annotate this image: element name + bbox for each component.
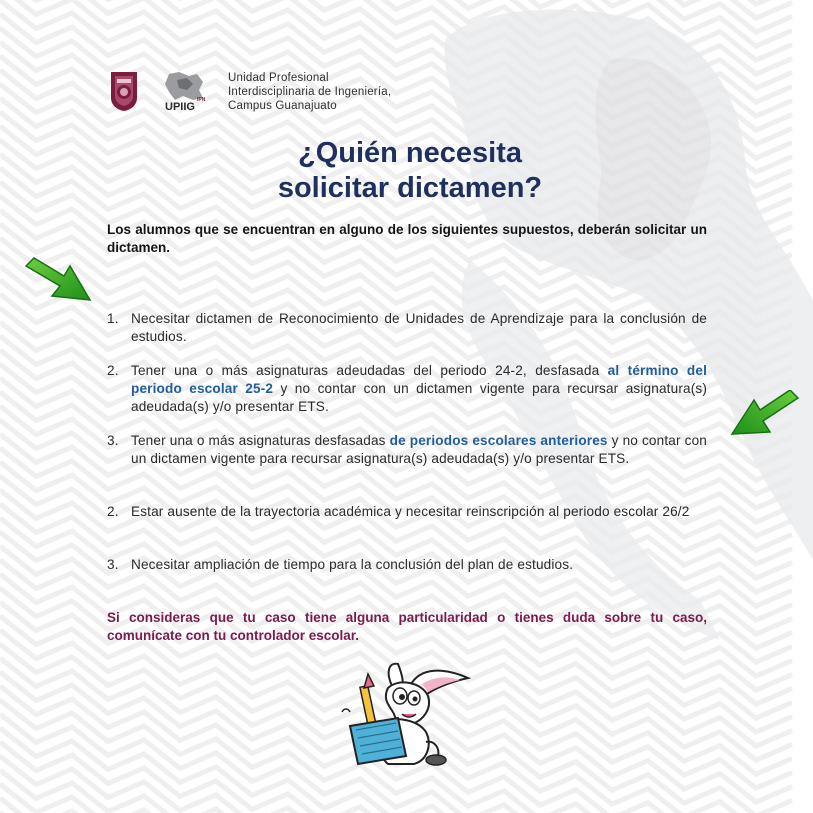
list-item-number: 1. [107, 311, 119, 326]
list-item-number: 2. [107, 504, 119, 519]
list-item-highlight: de periodos escolares anteriores [389, 433, 608, 448]
list-item-number: 3. [107, 557, 119, 572]
list-item-text [131, 310, 707, 346]
list-item-text [131, 362, 707, 416]
institution-line: Interdisciplinaria de Ingeniería, [228, 86, 392, 98]
list-item [107, 503, 707, 521]
list-item [107, 310, 707, 346]
list-item-highlight: al término del periodo escolar 25-2 [131, 363, 707, 396]
green-arrow-icon [24, 256, 94, 302]
list-item-text-part: Tener una o más asignaturas adeudadas del periodo 24-2, desfasada [131, 363, 608, 378]
burro-mascot-writing-icon [340, 656, 475, 766]
closing-note: Si consideras que tu caso tiene alguna particularidad o tienes duda sobre tu caso, comunícate con tu controlador escolar. [107, 610, 707, 643]
list-item-text [131, 556, 707, 574]
list-item-text-part: Necesitar dictamen de Reconocimiento de Unidades de Aprendizaje para la conclusión de estudios. [131, 311, 707, 344]
page-title [180, 136, 640, 206]
list-item-text-part: Estar ausente de la trayectoria académica y necesitar reinscripción al periodo escolar 26/2 [131, 504, 690, 519]
institution-line: Campus Guanajuato [228, 100, 337, 112]
list-item-text [131, 503, 707, 521]
page-title-line: solicitar dictamen? [277, 172, 543, 204]
green-arrow-icon [730, 390, 800, 438]
list-item-text-part: y no contar con un dictamen vigente para recursar asignatura(s) adeudada(s) y/o presentar ETS. [131, 381, 708, 414]
page-title-line: ¿Quién necesita [297, 137, 522, 169]
list-item-text-part: Necesitar ampliación de tiempo para la conclusión del plan de estudios. [131, 557, 574, 572]
upiig-logo-text: UPIIG [165, 101, 195, 112]
ipn-logo-icon [107, 68, 141, 112]
list-item-text-part: Tener una o más asignaturas desfasadas [131, 433, 390, 448]
list-item [107, 362, 707, 416]
upiig-logo-small-text: IPN [197, 97, 206, 103]
list-item [107, 432, 707, 468]
intro-paragraph: Los alumnos que se encuentran en alguno de los siguientes supuestos, deberán solicitar un dictamen. [107, 222, 707, 255]
list-item-text-part: y no contar con un dictamen vigente para recursar asignatura(s) adeudada(s) y/o presentar ETS. [131, 433, 708, 466]
institution-name [228, 71, 391, 113]
list-item-number: 3. [107, 433, 119, 448]
list-item [107, 556, 707, 574]
list-item-text [131, 432, 707, 468]
upiig-logo-icon [163, 70, 207, 112]
institution-line: Unidad Profesional [228, 72, 329, 84]
upiig-logo [163, 70, 207, 112]
list-item-number: 2. [107, 363, 119, 378]
